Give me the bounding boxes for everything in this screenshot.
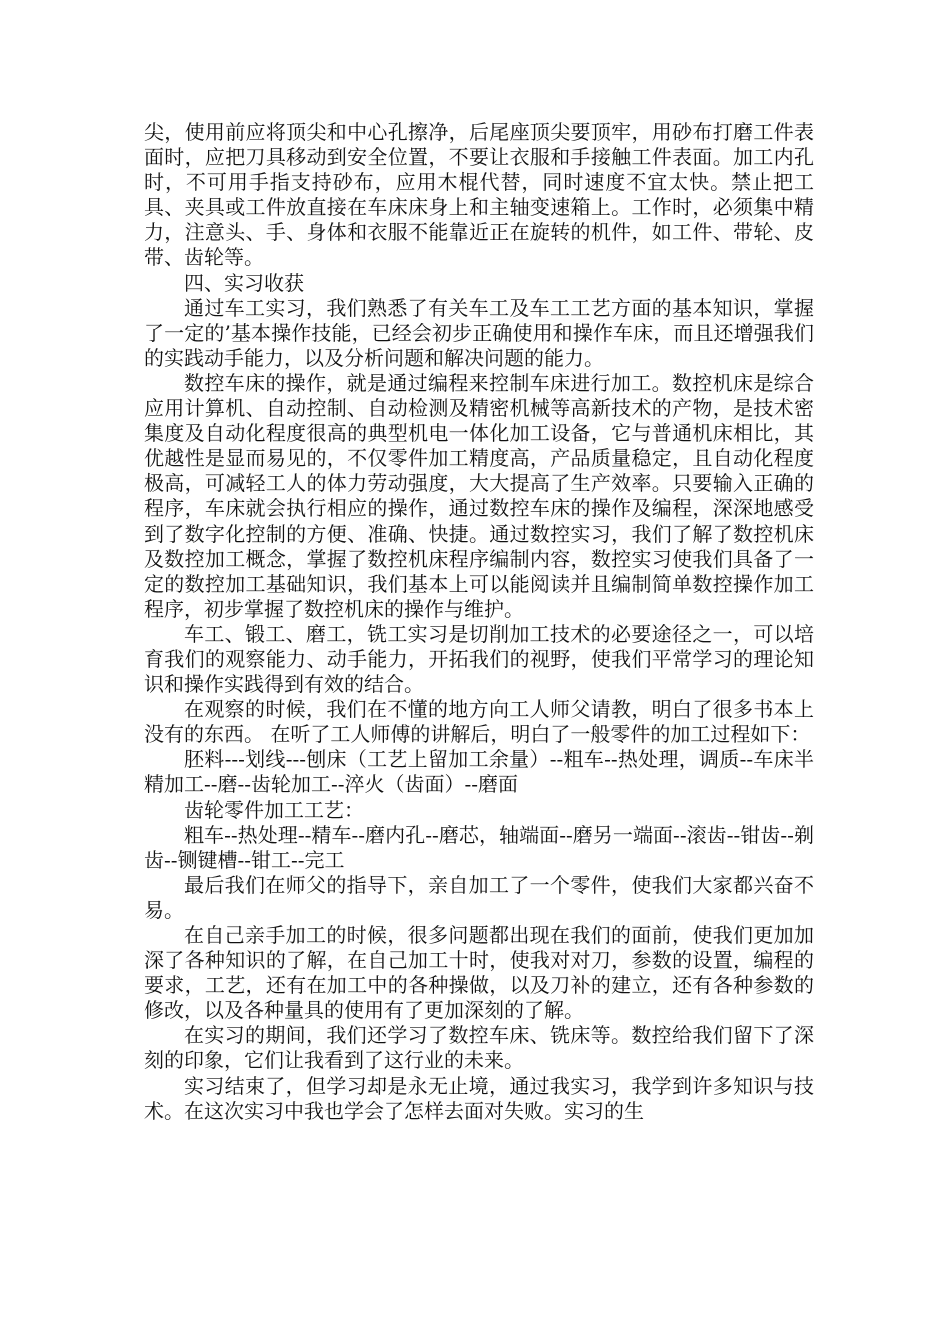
paragraph-conclusion: 实习结束了，但学习却是永无止境，通过我实习，我学到许多知识与技术。在这次实习中我也学会了怎样去面对失败。实习的生 <box>144 1073 814 1123</box>
paragraph-lathe-practice: 通过车工实习，我们熟悉了有关车工及车工工艺方面的基本知识，掌握了一定的’基本操作技能，已经会初步正确使用和操作车床，而且还增强我们的实践动手能力，以及分析问题和解决问题的能力。 <box>144 295 814 370</box>
paragraph-first-part: 最后我们在师父的指导下，亲自加工了一个零件，使我们大家都兴奋不易。 <box>144 872 814 922</box>
paragraph-gear-process-flow: 粗车--热处理--精车--磨内孔--磨芯，轴端面--磨另一端面--滚齿--钳齿--剃齿--铡键槽--钳工--完工 <box>144 822 814 872</box>
paragraph-observation: 在观察的时候，我们在不懂的地方向工人师父请教，明白了很多书本上没有的东西。 在听了工人师傅的讲解后，明白了一般零件的加工过程如下： <box>144 697 814 747</box>
paragraph-machining-practice: 车工、锻工、磨工，铣工实习是切削加工技术的必要途径之一，可以培育我们的观察能力、动手能力，开拓我们的视野，使我们平常学习的理论知识和操作实践得到有效的结合。 <box>144 621 814 697</box>
paragraph-cnc-impression: 在实习的期间，我们还学习了数控车床、铣床等。数控给我们留下了深刻的印象，它们让我看到了这行业的未来。 <box>144 1023 814 1073</box>
paragraph-process-flow: 胚料---划线---刨床（工艺上留加工余量）--粗车--热处理，调质--车床半精加工--磨--齿轮加工--淬火（齿面）--磨面 <box>144 747 814 797</box>
paragraph-hands-on: 在自己亲手加工的时候，很多问题都出现在我们的面前，使我们更加加深了各种知识的了解，在自己加工十时，使我对对刀，参数的设置，编程的要求，工艺，还有在加工中的各种操做，以及刀补的建立，还有各种参数的修改，以及各种量具的使用有了更加深刻的了解。 <box>144 923 814 1023</box>
document-page <box>144 120 814 1124</box>
section-heading-internship-gains: 四、实习收获 <box>184 270 304 295</box>
paragraph-cnc-lathe: 数控车床的操作，就是通过编程来控制车床进行加工。数控机床是综合应用计算机、自动控制、自动检测及精密机械等高新技术的产物，是技术密集度及自动化程度很高的典型机电一体化加工设备，它与普通机床相比，其优越性是显而易见的，不仅零件加工精度高，产品质量稳定，且自动化程度极高，可减轻工人的体力劳动强度，大大提高了生产效率。只要输入正确的程序，车床就会执行相应的操作，通过数控车床的操作及编程，深深地感受到了数字化控制的方便、准确、快捷。通过数控实习，我们了解了数控机床及数控加工概念，掌握了数控机床程序编制内容，数控实习使我们具备了一定的数控加工基础知识，我们基本上可以能阅读并且编制简单数控操作加工程序，初步掌握了数控机床的操作与维护。 <box>144 370 814 621</box>
paragraph-safety-notes: 尖，使用前应将顶尖和中心孔擦净，后尾座顶尖要顶牢，用砂布打磨工件表面时，应把刀具移动到安全位置，不要让衣服和手接触工件表面。加工内孔时，不可用手指支持砂布，应用木棍代替，同时速度不宜太快。禁止把工具、夹具或工件放直接在车床床身上和主轴变速箱上。工作时，必须集中精力，注意头、手、身体和衣服不能靠近正在旋转的机件，如工件、带轮、皮带、齿轮等。 <box>144 120 814 270</box>
paragraph-gear-process-heading: 齿轮零件加工工艺： <box>184 797 364 822</box>
